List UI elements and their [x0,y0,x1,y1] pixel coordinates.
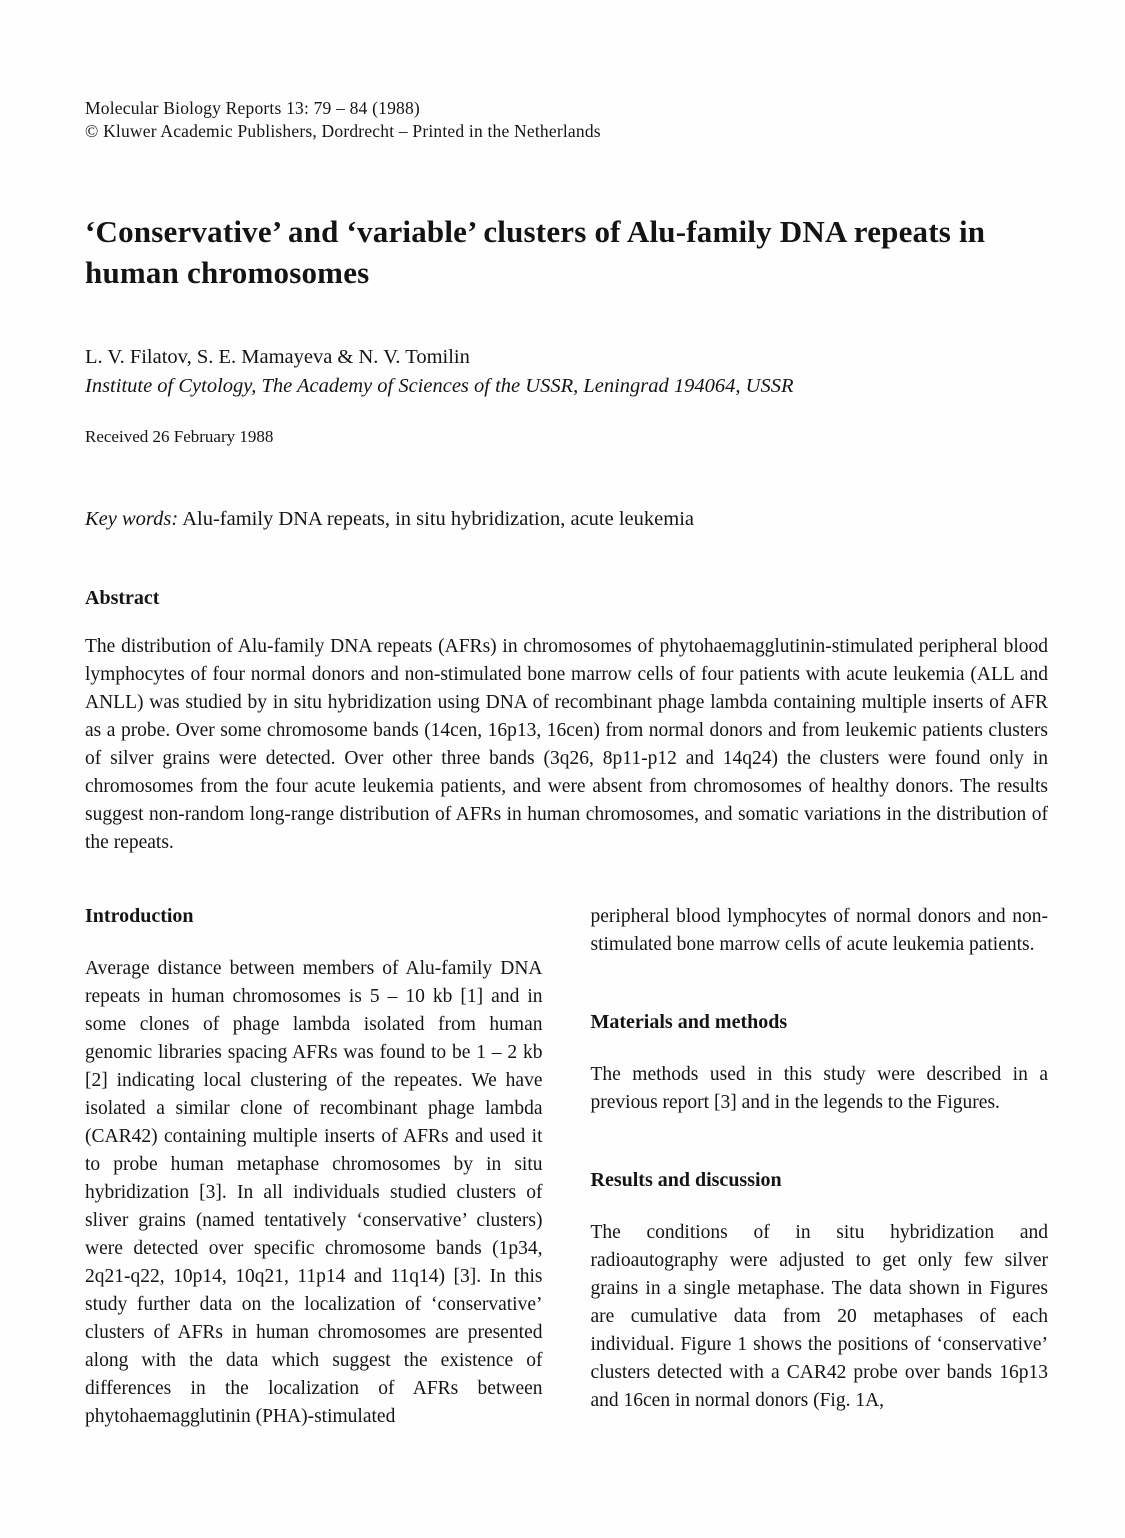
authors-line: L. V. Filatov, S. E. Mamayeva & N. V. Tomilin [85,346,470,368]
introduction-heading: Introduction [85,905,194,927]
results-paragraph: The conditions of in situ hybridization and radioautography were adjusted to get only few silver grains in a single metaphase. The data shown in Figures are cumulative data from 20 metaphases of each individual. Figure 1 shows the positions of ‘conservative’ clusters detected with a CAR42 probe over bands 16p13 and 16cen in normal donors (Fig. 1A, [590,1222,1048,1411]
received-date: Received 26 February 1988 [85,427,274,446]
journal-reference: Molecular Biology Reports 13: 79 – 84 (1988) [85,98,420,118]
right-column [591,903,1049,1431]
journal-header [85,97,1048,143]
keywords-line [85,505,1048,533]
materials-heading: Materials and methods [590,1011,788,1033]
keywords-label: Key words: [85,508,179,530]
materials-paragraph: The methods used in this study were described in a previous report [3] and in the legends to the Figures. [590,1064,1048,1113]
abstract-section [85,585,1048,857]
left-column [85,903,543,1431]
results-heading: Results and discussion [590,1169,782,1191]
two-column-body [85,903,1048,1431]
abstract-text: The distribution of Alu-family DNA repeats (AFRs) in chromosomes of phytohaemagglutinin-stimulated peripheral blood lymphocytes of four normal donors and non-stimulated bone marrow cells of four patients with acute leukemia (ALL and ANLL) was studied by in situ hybridization using DNA of recombinant phage lambda containing multiple inserts of AFR as a probe. Over some chromosome bands (14cen, 16p13, 16cen) from normal donors and from leukemic patients clusters of silver grains were detected. Over other three bands (3q26, 8p11-p12 and 14q24) the clusters were found only in chromosomes from the four acute leukemia patients, and were absent from chromosomes of healthy donors. The results suggest non-random long-range distribution of AFRs in human chromosomes, and somatic variations in the distribution of the repeats. [85,636,1048,853]
paper-title: ‘Conservative’ and ‘variable’ clusters of Alu-family DNA repeats in human chromosomes [85,214,986,290]
introduction-paragraph: Average distance between members of Alu-family DNA repeats in human chromosomes is 5 – 10 kb [1] and in some clones of phage lambda isolated from human genomic libraries spacing AFRs was found to be 1 – 2 kb [2] indicating local clustering of the repeates. We have isolated a similar clone of recombinant phage lambda (CAR42) containing multiple inserts of AFRs and used it to probe human metaphase chromosomes by in situ hybridization [3]. In all individuals studied clusters of sliver grains (named tentatively ‘conservative’ clusters) were detected over specific chromosome bands (1p34, 2q21-q22, 10p14, 10q21, 11p14 and 11q14) [3]. In this study further data on the localization of ‘conservative’ clusters of AFRs in human chromosomes are presented along with the data which suggest the existence of differences in the localization of AFRs between phytohaemagglutinin (PHA)-stimulated [85,958,543,1427]
introduction-paragraph-continued: peripheral blood lymphocytes of normal donors and non-stimulated bone marrow cells of acute leukemia patients. [590,906,1048,955]
abstract-heading: Abstract [85,587,160,609]
copyright-line: © Kluwer Academic Publishers, Dordrecht – Printed in the Netherlands [85,121,601,141]
affiliation-line: Institute of Cytology, The Academy of Sciences of the USSR, Leningrad 194064, USSR [85,375,794,397]
keywords-text: Alu-family DNA repeats, in situ hybridization, acute leukemia [178,508,694,530]
